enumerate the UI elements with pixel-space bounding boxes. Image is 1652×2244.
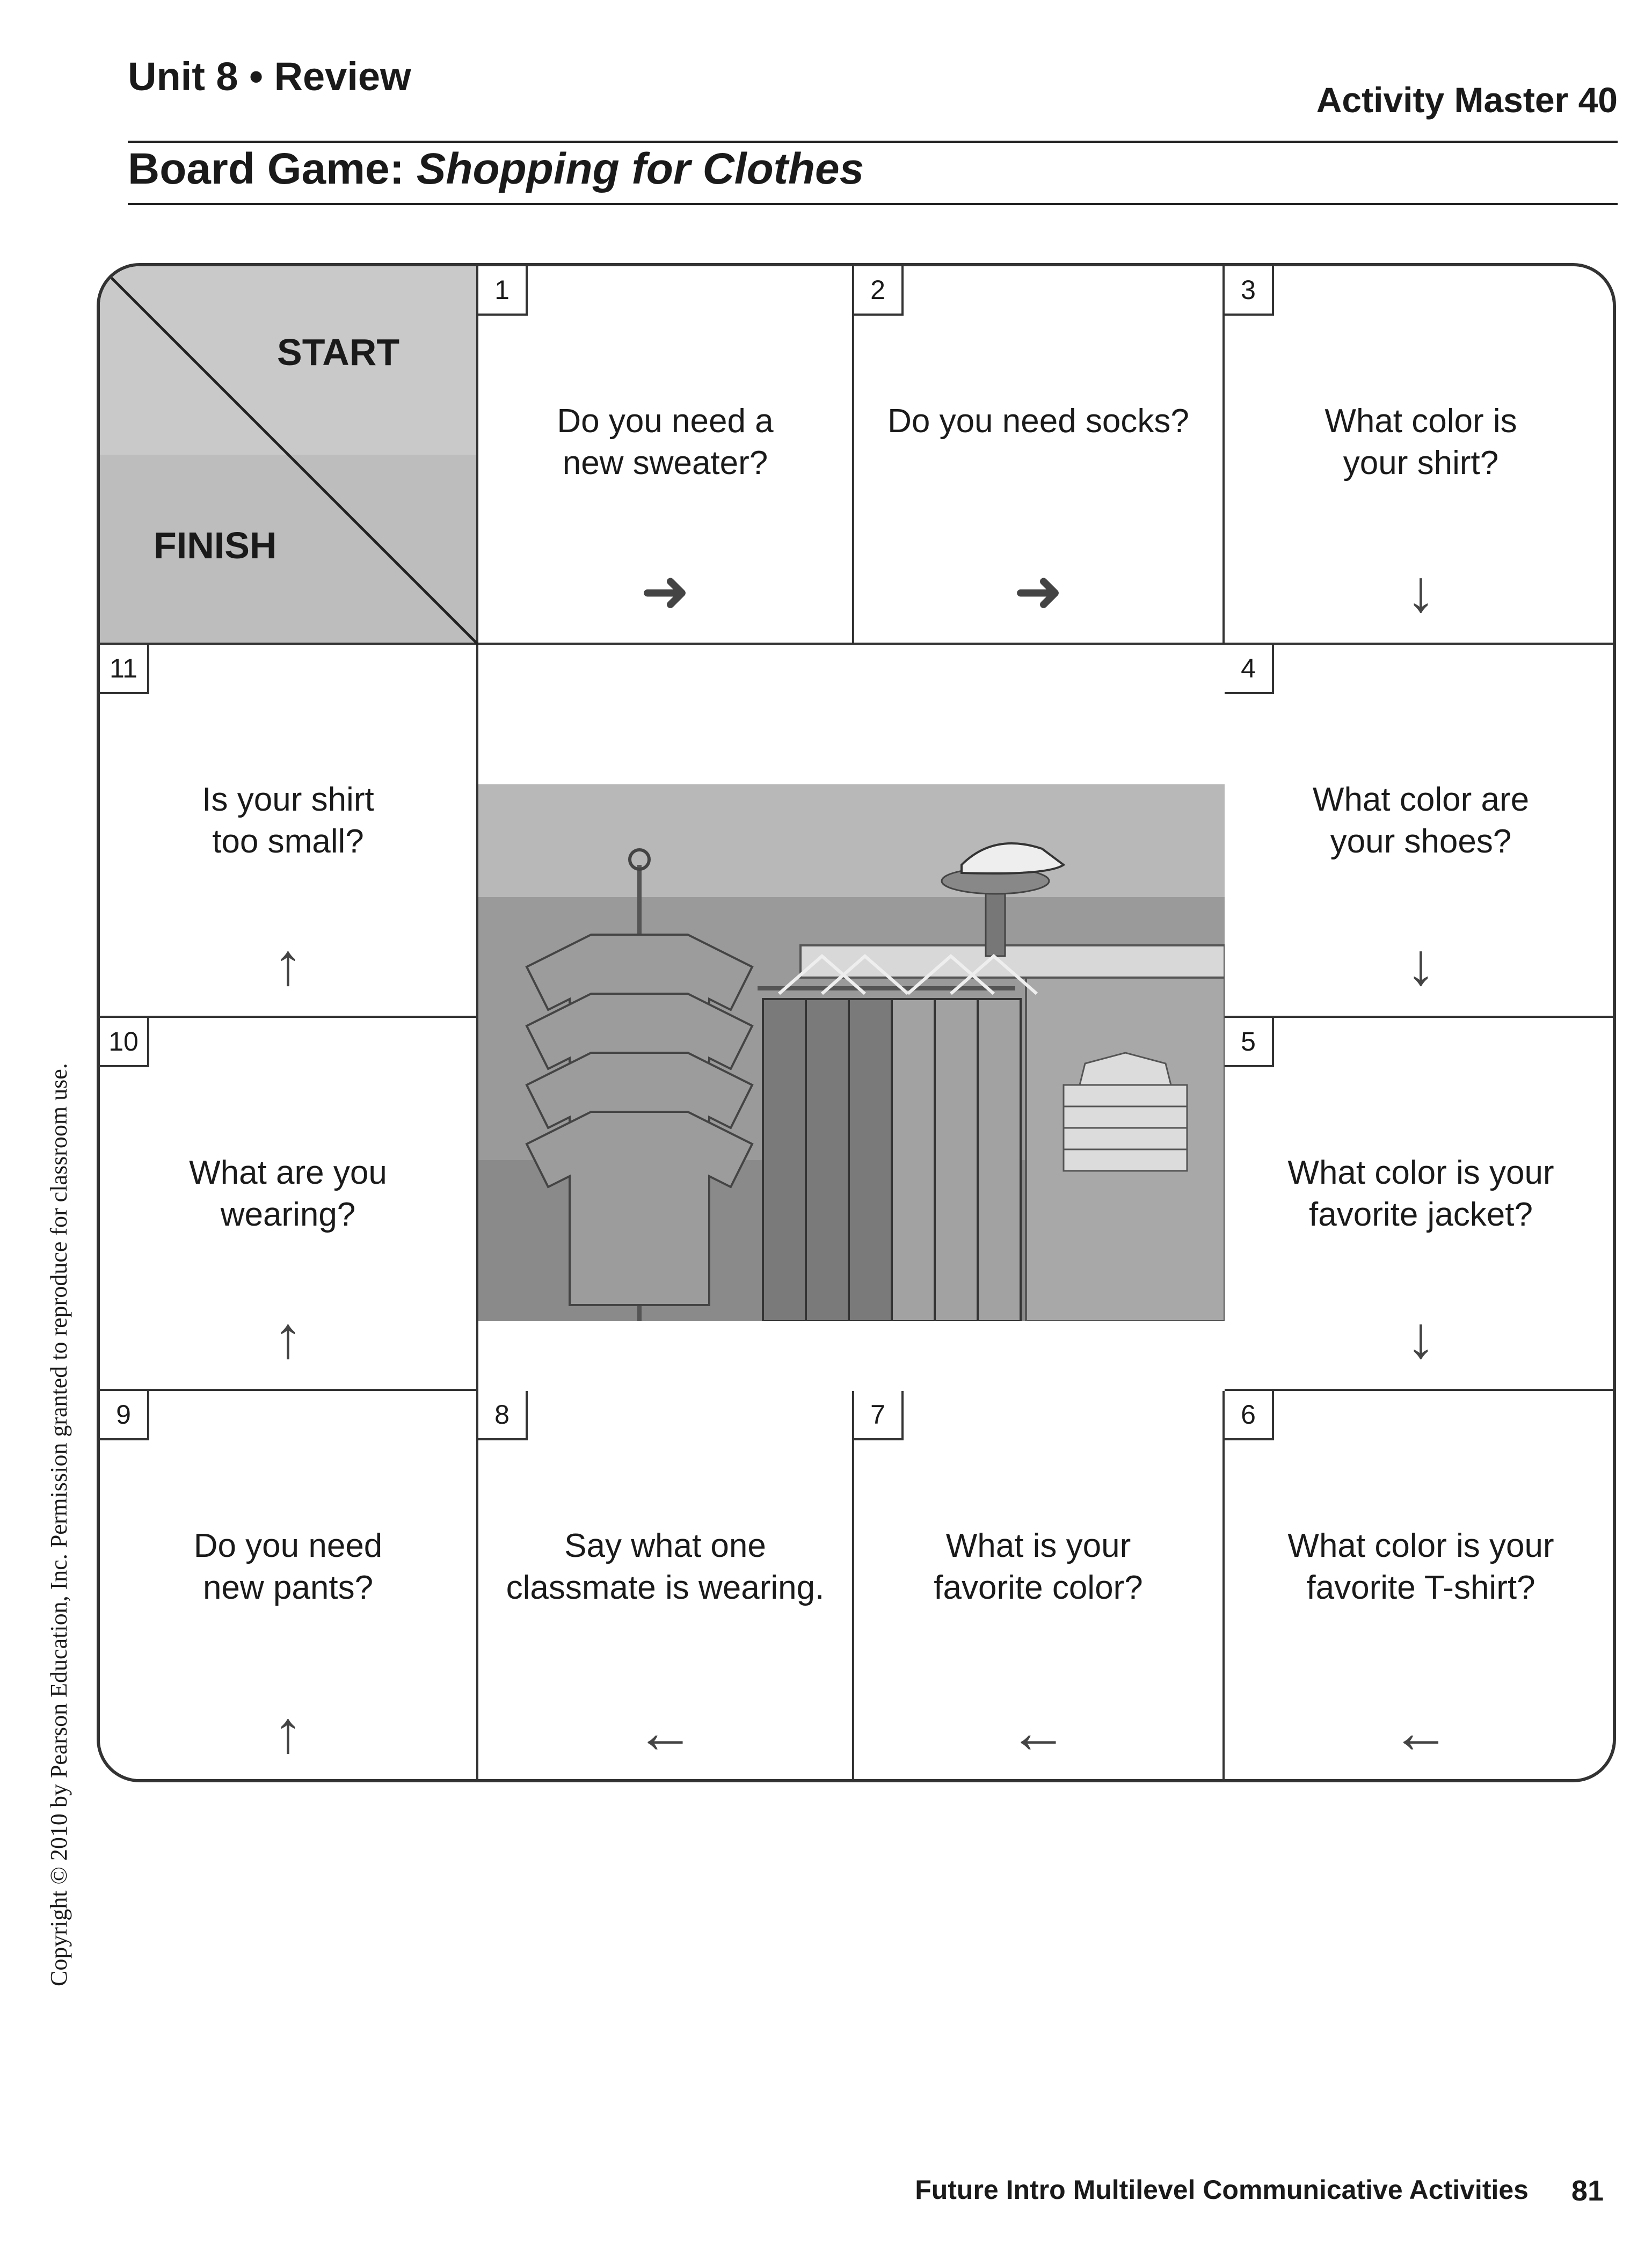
board-cell-3 bbox=[1225, 266, 1616, 645]
board-cell-4 bbox=[1225, 645, 1616, 1018]
header-rule-bottom bbox=[128, 203, 1618, 205]
header-rule-top bbox=[128, 141, 1618, 143]
cell-number: 9 bbox=[100, 1391, 149, 1440]
center-picture-area bbox=[478, 645, 1225, 1391]
board-cell-5 bbox=[1225, 1018, 1616, 1391]
cell-number: 4 bbox=[1225, 645, 1274, 694]
arrow-left-icon: ← bbox=[1009, 1699, 1068, 1765]
board-cell-2 bbox=[854, 266, 1225, 645]
board-cell-9 bbox=[100, 1391, 478, 1782]
diagonal-divider bbox=[100, 266, 478, 645]
cell-number: 7 bbox=[854, 1391, 904, 1440]
arrow-up-icon: ↑ bbox=[273, 931, 303, 997]
page-number: 81 bbox=[1571, 2175, 1604, 2207]
cell-number: 8 bbox=[478, 1391, 528, 1440]
copyright-notice: Copyright © 2010 by Pearson Education, Inc. Permission granted to reproduce for classroom use. bbox=[46, 1063, 72, 1986]
start-label: START bbox=[277, 331, 400, 373]
cell-number: 11 bbox=[100, 645, 149, 694]
unit-title: Unit 8 • Review bbox=[128, 54, 411, 99]
board-cell-7 bbox=[854, 1391, 1225, 1782]
arrow-left-icon: ← bbox=[636, 1699, 695, 1765]
board-cell-1 bbox=[478, 266, 854, 645]
start-finish-cell bbox=[100, 266, 478, 645]
cell-question: What are you wearing? bbox=[189, 1154, 387, 1233]
cell-question: Is your shirt too small? bbox=[202, 781, 374, 860]
book-title: Future Intro Multilevel Communicative Activities bbox=[915, 2175, 1529, 2205]
board-game-title bbox=[128, 144, 864, 194]
cell-question: Say what one classmate is wearing. bbox=[506, 1527, 825, 1606]
arrow-down-icon: ↓ bbox=[1406, 558, 1436, 624]
cell-question: What color is your favorite jacket? bbox=[1287, 1154, 1554, 1233]
cell-number: 10 bbox=[100, 1018, 149, 1067]
cell-question: What color is your shirt? bbox=[1324, 403, 1517, 482]
cell-number: 6 bbox=[1225, 1391, 1274, 1440]
board-game-name: Shopping for Clothes bbox=[416, 144, 864, 193]
clothing-store-illustration bbox=[478, 784, 1225, 1321]
arrow-right-icon: ➜ bbox=[640, 558, 690, 624]
cell-question: Do you need socks? bbox=[887, 403, 1189, 440]
finish-label: FINISH bbox=[154, 524, 277, 566]
cell-number: 1 bbox=[478, 266, 528, 316]
board-cell-6 bbox=[1225, 1391, 1616, 1782]
board-cell-11 bbox=[100, 645, 478, 1018]
cell-number: 3 bbox=[1225, 266, 1274, 316]
board-cell-10 bbox=[100, 1018, 478, 1391]
cell-question: What color is your favorite T-shirt? bbox=[1287, 1527, 1554, 1606]
cell-question: Do you need new pants? bbox=[193, 1527, 383, 1606]
game-board bbox=[97, 263, 1616, 1782]
board-game-prefix: Board Game: bbox=[128, 144, 417, 193]
arrow-down-icon: ↓ bbox=[1406, 931, 1436, 997]
arrow-down-icon: ↓ bbox=[1406, 1305, 1436, 1371]
activity-master-label: Activity Master 40 bbox=[1316, 80, 1618, 120]
cell-question: What color are your shoes? bbox=[1312, 781, 1530, 860]
cell-number: 5 bbox=[1225, 1018, 1274, 1067]
arrow-left-icon: ← bbox=[1391, 1699, 1451, 1765]
arrow-up-icon: ↑ bbox=[273, 1699, 303, 1765]
board-cell-8 bbox=[478, 1391, 854, 1782]
arrow-up-icon: ↑ bbox=[273, 1305, 303, 1371]
cell-question: Do you need a new sweater? bbox=[557, 403, 774, 482]
cell-question: What is your favorite color? bbox=[934, 1527, 1143, 1606]
cell-number: 2 bbox=[854, 266, 904, 316]
arrow-right-icon: ➜ bbox=[1013, 558, 1064, 624]
